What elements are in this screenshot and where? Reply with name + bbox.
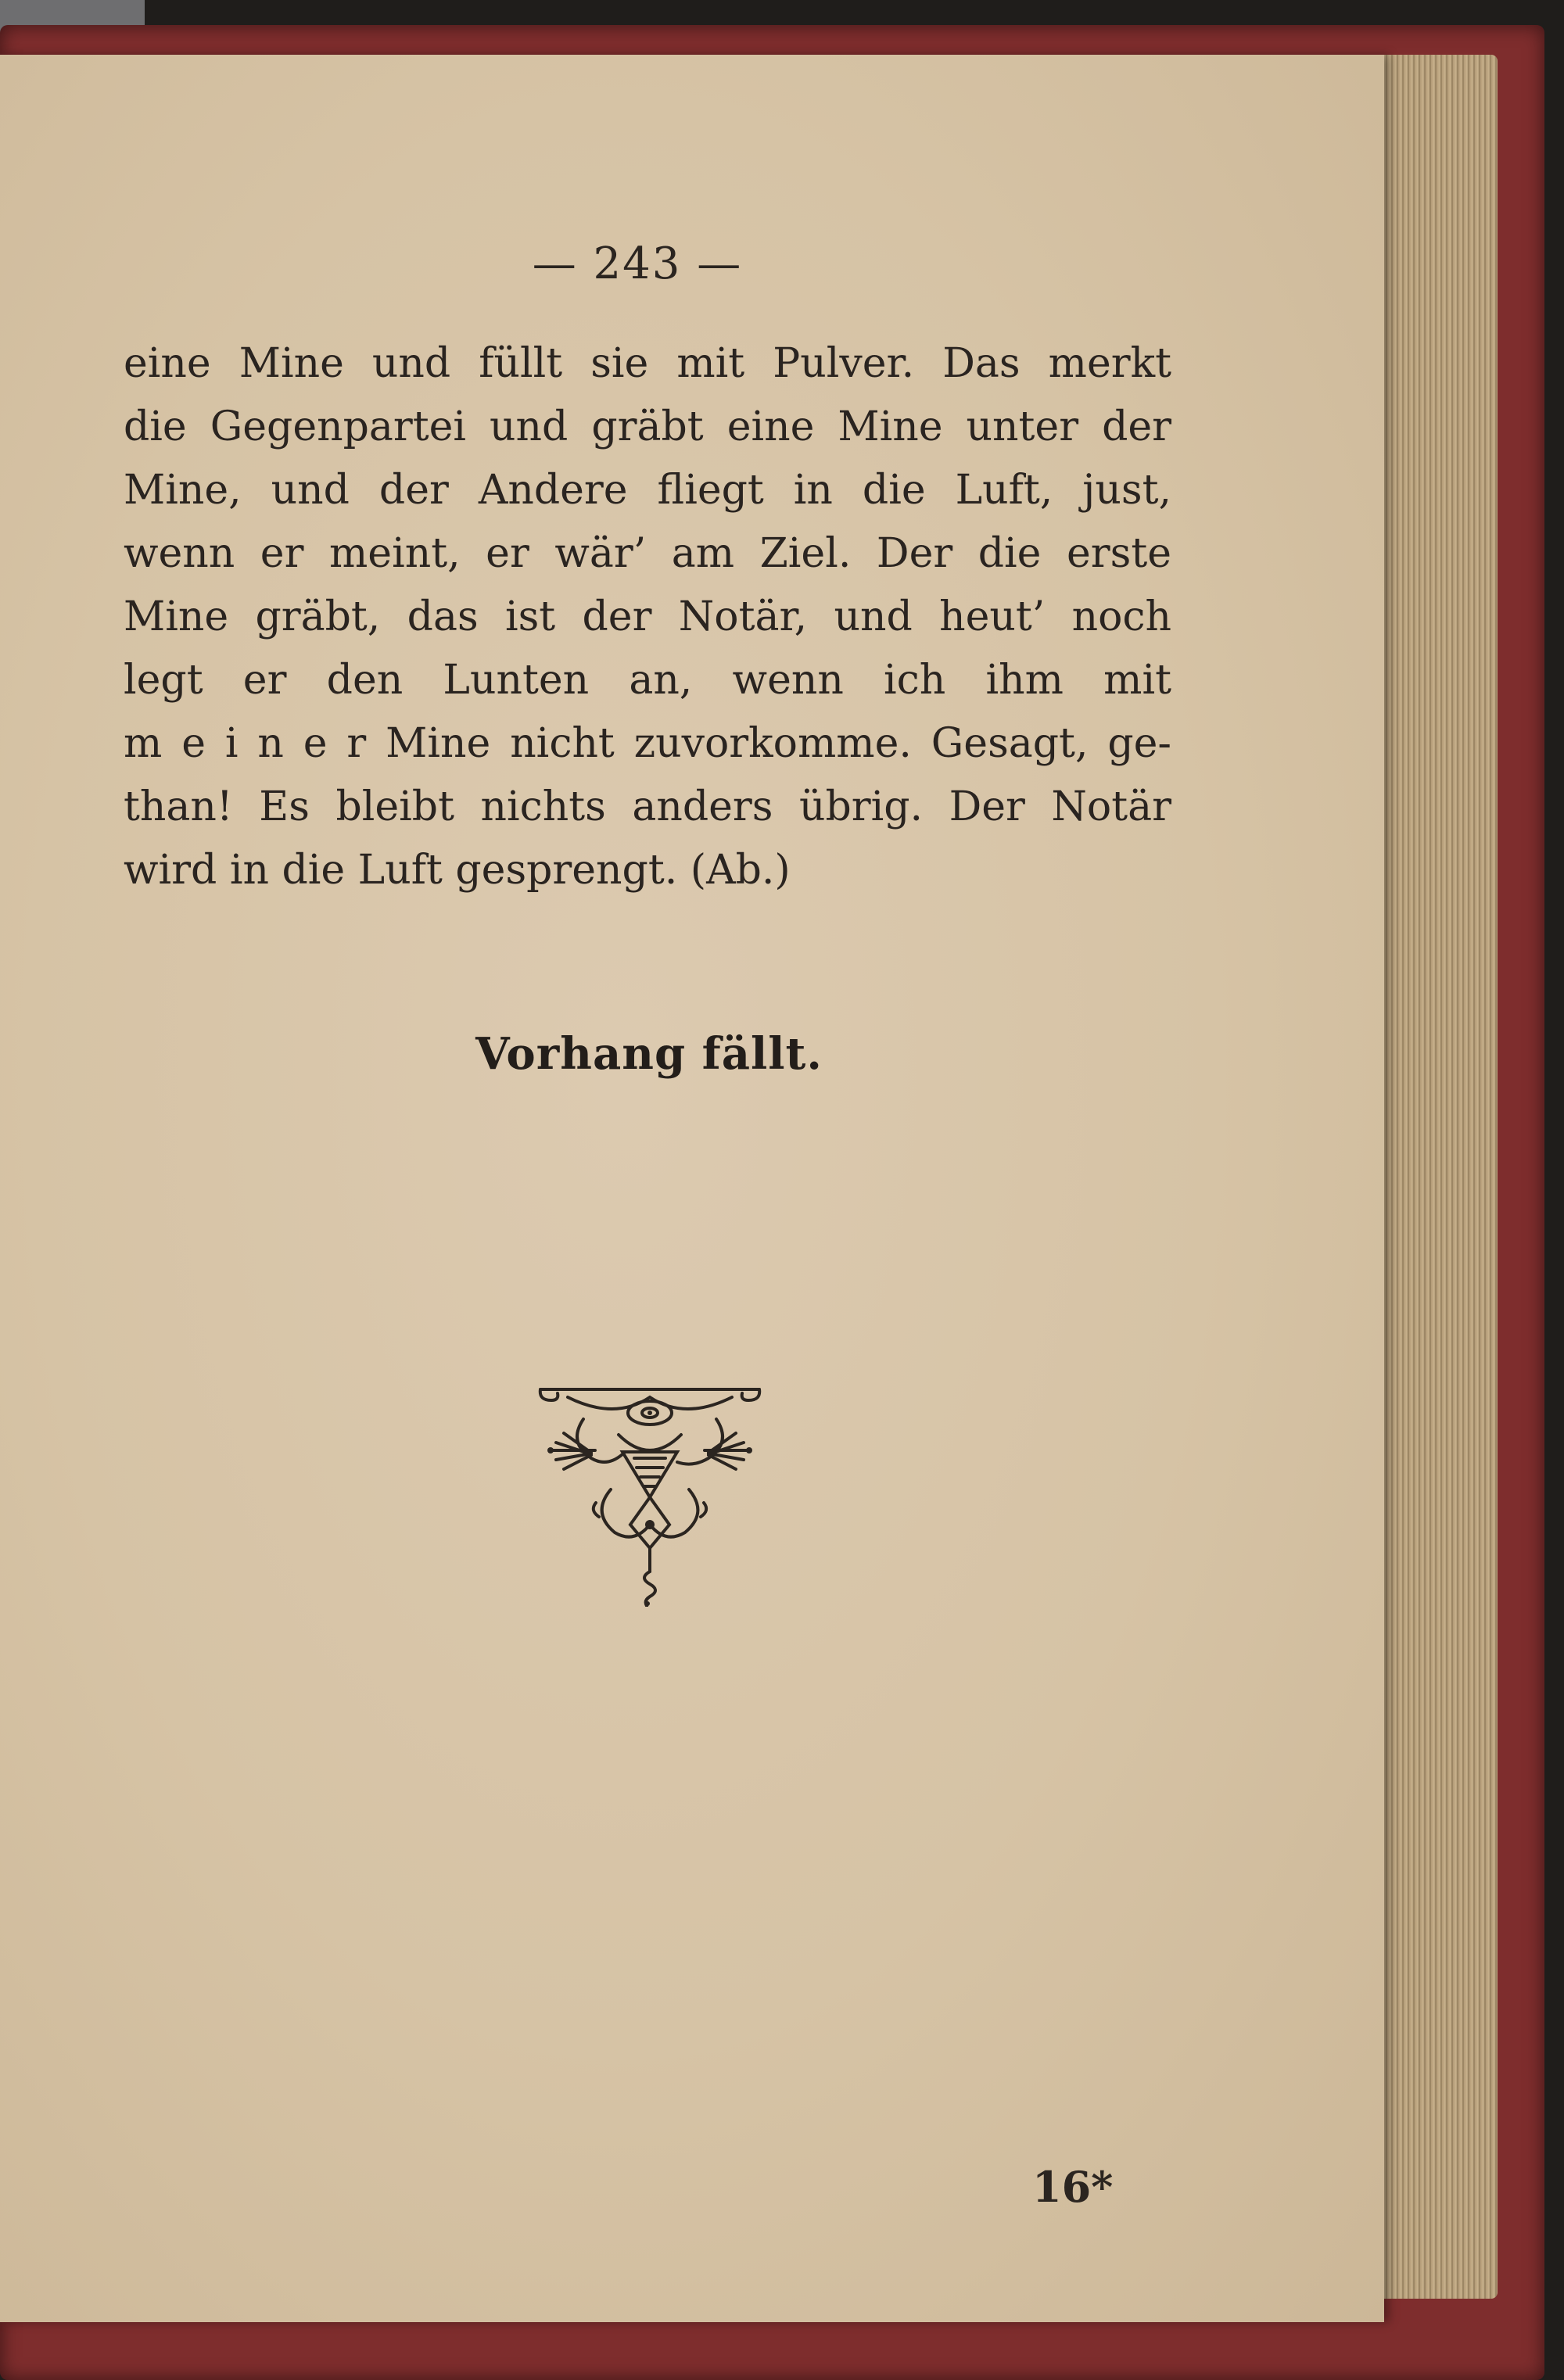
printer-signature-mark: 16* — [1032, 2162, 1114, 2212]
text-line: wird in die Luft gesprengt. (Ab.) — [124, 847, 791, 894]
text-line: legt er den Lunten an, wenn ich ihm mit — [124, 657, 1171, 704]
text-line: Mine, und der Andere fliegt in die Luft, just, — [124, 467, 1171, 514]
body-text — [124, 332, 1171, 902]
text-line: than! Es bleibt nichts anders übrig. Der Notär — [124, 783, 1171, 830]
text-line: m e i n e r Mine nicht zuvorkomme. Gesagt, ge- — [124, 720, 1171, 767]
text-line: die Gegenpartei und gräbt eine Mine unter der — [124, 403, 1171, 450]
closing-heading: Vorhang fällt. — [475, 1028, 823, 1080]
page-number: — 243 — — [532, 238, 743, 289]
vignette-ornament-icon — [536, 1380, 763, 1607]
text-line: Mine gräbt, das ist der Notär, und heut’ noch — [124, 593, 1171, 640]
text-line: eine Mine und füllt sie mit Pulver. Das merkt — [124, 340, 1171, 387]
text-line: wenn er meint, er wär’ am Ziel. Der die erste — [124, 530, 1171, 577]
